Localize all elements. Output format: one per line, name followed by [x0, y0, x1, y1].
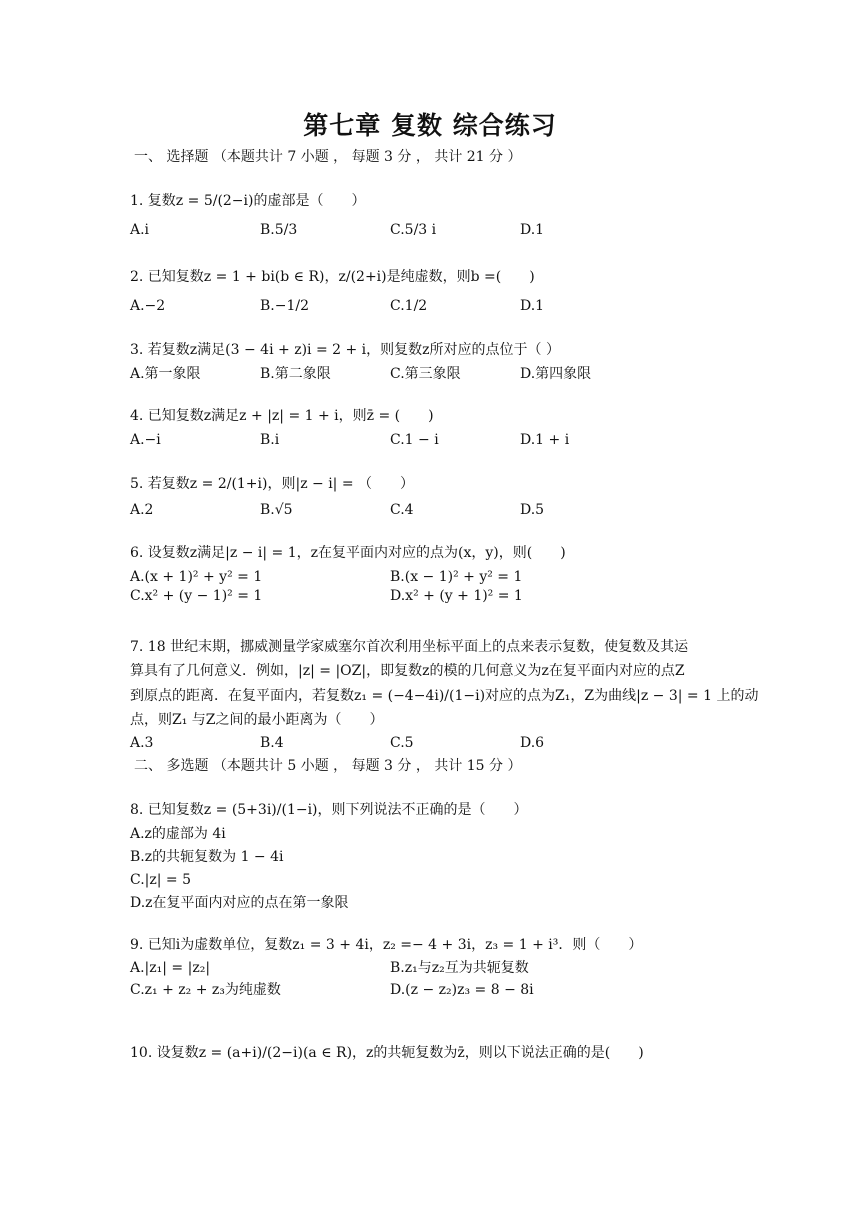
section-heading-single-choice: 一、 选择题 （本题共计 7 小题 ， 每题 3 分 ， 共计 21 分 ） — [134, 149, 522, 165]
question-9-option-a: A.|z₁| = |z₂| — [130, 960, 211, 976]
question-7-option-d: D.6 — [520, 735, 545, 751]
question-7-option-b: B.4 — [260, 735, 284, 751]
question-5-stem: 5. 若复数z = 2/(1+i)，则|z − i| = （ ） — [130, 476, 415, 492]
question-1-stem: 1. 复数z = 5/(2−i)的虚部是（ ） — [130, 193, 366, 209]
question-8-option-b: B.z的共轭复数为 1 − 4i — [130, 849, 284, 865]
question-8-option-a: A.z的虚部为 4i — [130, 826, 226, 842]
question-1-option-a: A.i — [130, 222, 150, 238]
question-9-option-b: B.z₁与z₂互为共轭复数 — [390, 960, 529, 976]
question-7-option-c: C.5 — [390, 735, 414, 751]
page-title: 第七章 复数 综合练习 — [303, 111, 557, 140]
question-3-stem: 3. 若复数z满足(3 − 4i + z)i = 2 + i，则复数z所对应的点位于（ ） — [130, 342, 560, 358]
question-8-stem: 8. 已知复数z = (5+3i)/(1−i)，则下列说法不正确的是（ ） — [130, 802, 528, 818]
question-2-option-a: A.−2 — [130, 298, 166, 314]
question-6-option-d: D.x² + (y + 1)² = 1 — [390, 588, 523, 604]
question-4-option-c: C.1 − i — [390, 432, 439, 448]
question-3-option-b: B.第二象限 — [260, 366, 331, 382]
question-1-option-c: C.5/3 i — [390, 222, 437, 238]
question-5-option-c: C.4 — [390, 502, 414, 518]
question-4-option-a: A.−i — [130, 432, 161, 448]
question-2-stem: 2. 已知复数z = 1 + bi(b ∈ R)，z/(2+i)是纯虚数，则b =( ) — [130, 269, 535, 285]
question-7-option-a: A.3 — [130, 735, 154, 751]
question-6-option-c: C.x² + (y − 1)² = 1 — [130, 588, 263, 604]
question-4-stem: 4. 已知复数z满足z + |z| = 1 + i，则z̄ = ( ) — [130, 408, 434, 424]
question-7-stem-line-1: 7. 18 世纪末期，挪威测量学家威塞尔首次利用坐标平面上的点来表示复数，使复数及其运 — [130, 639, 689, 655]
question-2-option-b: B.−1/2 — [260, 298, 309, 314]
question-4-option-b: B.i — [260, 432, 280, 448]
question-3-option-a: A.第一象限 — [130, 366, 201, 382]
question-4-option-d: D.1 + i — [520, 432, 570, 448]
question-3-option-c: C.第三象限 — [390, 366, 461, 382]
question-7-stem-line-4: 点，则Z₁ 与Z之间的最小距离为（ ） — [130, 712, 384, 728]
question-9-option-d: D.(z − z₂)z₃ = 8 − 8i — [390, 982, 534, 998]
question-1-option-d: D.1 — [520, 222, 545, 238]
section-heading-multi-choice: 二、 多选题 （本题共计 5 小题 ， 每题 3 分 ， 共计 15 分 ） — [134, 758, 522, 774]
question-2-option-c: C.1/2 — [390, 298, 428, 314]
question-1-option-b: B.5/3 — [260, 222, 298, 238]
question-6-option-a: A.(x + 1)² + y² = 1 — [130, 569, 263, 585]
question-6-stem: 6. 设复数z满足|z − i| = 1，z在复平面内对应的点为(x，y)，则( ) — [130, 545, 566, 561]
question-3-option-d: D.第四象限 — [520, 366, 592, 382]
question-8-option-c: C.|z| = 5 — [130, 872, 192, 888]
question-6-option-b: B.(x − 1)² + y² = 1 — [390, 569, 523, 585]
question-9-stem: 9. 已知i为虚数单位，复数z₁ = 3 + 4i，z₂ =− 4 + 3i，z₃ = 1 + i³．则（ ） — [130, 937, 643, 953]
question-5-option-d: D.5 — [520, 502, 545, 518]
question-10-stem: 10. 设复数z = (a+i)/(2−i)(a ∈ R)，z的共轭复数为z̄，则以下说法正确的是( ) — [130, 1045, 644, 1061]
question-7-stem-line-3: 到原点的距离．在复平面内，若复数z₁ = (−4−4i)/(1−i)对应的点为Z₁，Z为曲线|z − 3| = 1 上的动 — [130, 688, 759, 704]
question-5-option-b: B.√5 — [260, 502, 293, 518]
question-7-stem-line-2: 算具有了几何意义．例如，|z| = |OZ|，即复数z的模的几何意义为z在复平面内对应的点Z — [130, 663, 685, 679]
question-5-option-a: A.2 — [130, 502, 154, 518]
question-2-option-d: D.1 — [520, 298, 545, 314]
question-8-option-d: D.z在复平面内对应的点在第一象限 — [130, 895, 349, 911]
question-9-option-c: C.z₁ + z₂ + z₃为纯虚数 — [130, 982, 281, 998]
